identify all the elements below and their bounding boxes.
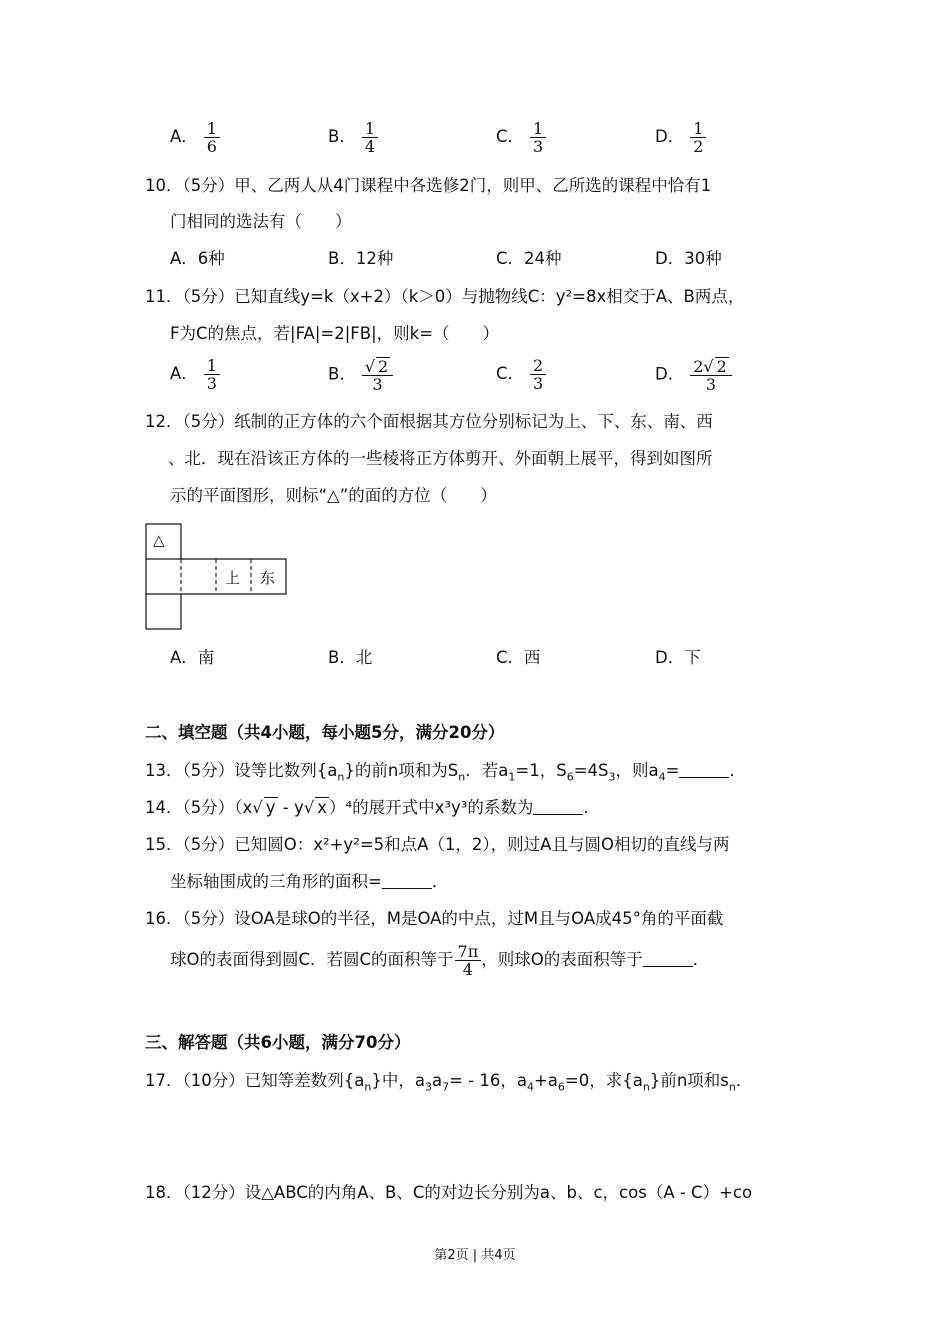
- fraction: $\frac{1}{3}$: [530, 120, 546, 155]
- fraction: $\frac{1}{3}$: [204, 357, 220, 392]
- answer-blank: [533, 798, 583, 815]
- q12-option-a: A．南: [170, 648, 215, 667]
- q10-option-a: A．6种: [170, 249, 225, 268]
- net-face-triangle: △: [153, 531, 165, 549]
- radical-sign: √: [703, 357, 714, 376]
- q11-option-d: D． $\frac{2√ 2}{3}$: [655, 357, 732, 393]
- q10-option-d: D．30种: [655, 249, 722, 268]
- q12-line-3: 示的平面图形，则标“△”的面的方位（ ）: [170, 486, 497, 505]
- q9-option-d: D． $\frac{1}{2}$: [655, 120, 706, 155]
- q18-line-1: 18．（12分）设△ABC的内角A、B、C的对边长分别为a、b、c，cos（A - C）+co: [145, 1183, 753, 1202]
- page-footer: 第2页 | 共4页: [434, 1248, 516, 1263]
- cube-net-figure: [145, 523, 290, 631]
- q17-line: 17．（10分）已知等差数列$\{a_n\}$中，$a_3a_7= - 16$，$a_4+a_6=0$，求$\{a_n\}$前n项和$s_n$．: [145, 1071, 753, 1094]
- q11-option-c: C． $\frac{2}{3}$: [496, 357, 546, 392]
- answer-blank: [679, 761, 729, 778]
- radical-sign: √: [364, 357, 376, 376]
- fraction: $\frac{2√ 2}{3}$: [690, 357, 732, 393]
- radical-sign: √: [303, 798, 315, 817]
- q12-line-1: 12．（5分）纸制的正方体的六个面根据其方位分别标记为上、下、东、南、西: [145, 412, 713, 431]
- fraction: $\frac{1}{2}$: [690, 120, 706, 155]
- fraction: $\frac{1}{4}$: [362, 120, 378, 155]
- q10-option-b: B．12种: [328, 249, 394, 268]
- fraction: $\frac{√ 2}{3}$: [362, 357, 393, 393]
- q9-option-b: B． $\frac{1}{4}$: [328, 120, 378, 155]
- q12-option-b: B．北: [328, 648, 373, 667]
- q16-line-1: 16．（5分）设OA是球O的半径，M是OA的中点，过M且与OA成45°角的平面截: [145, 909, 724, 928]
- q11-line-2: F为C的焦点，若|FA|=2|FB|，则k=（ ）: [170, 324, 500, 343]
- q15-line-1: 15．（5分）已知圆O：x²+y²=5和点A（1，2），则过A且与圆O相切的直线与两: [145, 835, 730, 854]
- section-2-title: 二、填空题（共4小题，每小题5分，满分20分）: [145, 723, 505, 742]
- fraction: $\frac{7\pi}{4}$: [455, 943, 482, 978]
- q9-option-a: A． $\frac{1}{6}$: [170, 120, 220, 155]
- fraction: $\frac{1}{6}$: [204, 120, 220, 155]
- net-face-east: 东: [260, 569, 276, 587]
- q10-line-2: 门相同的选法有（ ）: [170, 212, 352, 231]
- q15-line-2: 坐标轴围成的三角形的面积= ．: [170, 872, 449, 891]
- answer-blank: [382, 872, 432, 889]
- q11-option-b: B． $\frac{√ 2}{3}$: [328, 357, 393, 393]
- q10-option-c: C．24种: [496, 249, 562, 268]
- radical-sign: √: [252, 798, 263, 817]
- q9-option-c: C． $\frac{1}{3}$: [496, 120, 546, 155]
- section-3-title: 三、解答题（共6小题，满分70分）: [145, 1033, 411, 1052]
- q12-option-d: D．下: [655, 648, 701, 667]
- q12-option-c: C．西: [496, 648, 541, 667]
- net-face-up: 上: [225, 569, 241, 587]
- q11-line-1: 11．（5分）已知直线y=k（x+2）（k＞0）与抛物线C：y²=8x相交于A、B两点，: [145, 287, 745, 306]
- q16-line-2: 球O的表面得到圆C．若圆C的面积等于 $\frac{7\pi}{4}$ ，则球O的表面积等于 ．: [170, 942, 710, 979]
- q13-line: 13．（5分）设等比数列$\{a_n\}$的前n项和为$S_n$．若$a_1=1$，$S_6=4S_3$，则$a_4=$ ．: [145, 761, 746, 784]
- q14-line: 14．（5分）（x√ y - y√ x ）⁴的展开式中x³y³的系数为 ．: [145, 798, 600, 817]
- q11-option-a: A． $\frac{1}{3}$: [170, 357, 220, 392]
- fraction: $\frac{2}{3}$: [530, 357, 546, 392]
- q12-line-2: 、北．现在沿该正方体的一些棱将正方体剪开、外面朝上展平，得到如图所: [168, 449, 713, 468]
- q10-line-1: 10．（5分）甲、乙两人从4门课程中各选修2门，则甲、乙所选的课程中恰有1: [145, 176, 712, 195]
- answer-blank: [643, 950, 693, 967]
